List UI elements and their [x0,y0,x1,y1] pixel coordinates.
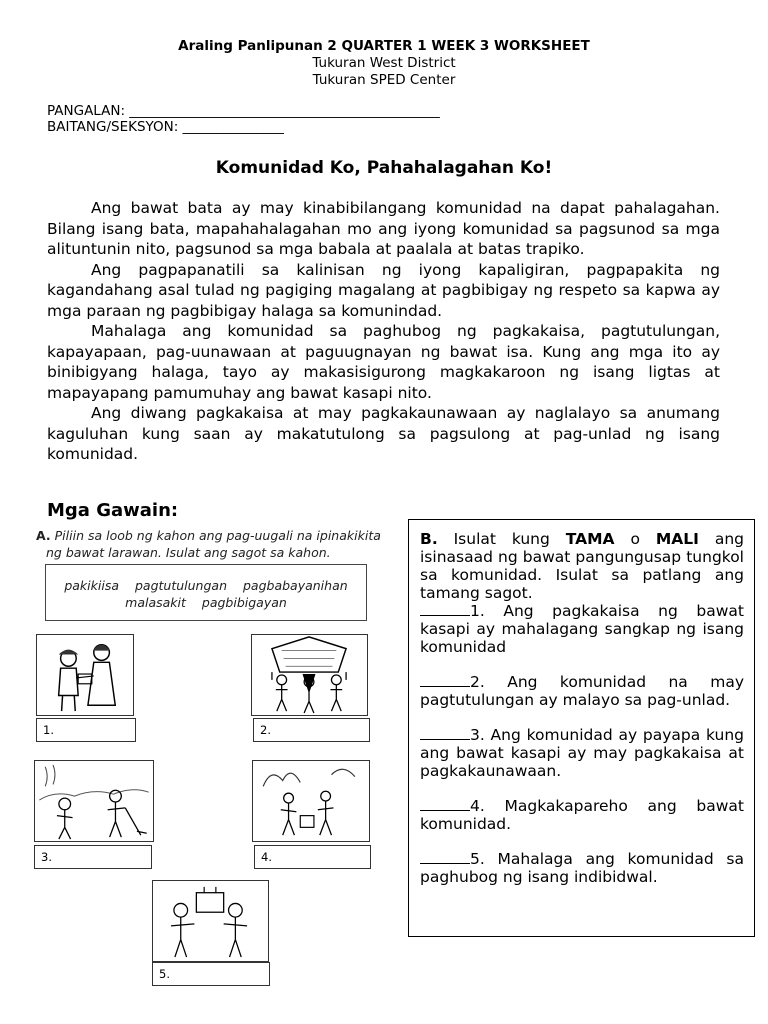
answer-blank[interactable] [420,726,470,740]
answer-box-5[interactable]: 5. [152,962,270,986]
tf-item-text: 1. Ang pagkakaisa ng bawat kasapi ay mahalagang sangkap ng isang komunidad [420,602,744,656]
word-bank-item: malasakit [125,595,186,610]
answer-blank[interactable] [420,850,470,864]
paragraph: Ang diwang pagkakaisa at may pagkakaunawaan ay naglalayo sa anumang kaguluhan kung saan ay makatutulong sa pagsulong at pag-unlad ng isang komunidad. [47,404,720,463]
answer-box-2[interactable]: 2. [253,718,370,742]
paragraph: Mahalaga ang komunidad sa paghubog ng pagkakaisa, pagtutulungan, kapayapaan, pag-uunawaan at paguugnayan ng bawat isa. Kung ang mga ito ay binibigyang halaga, tayo ay makasisigurong magkakaroon ng isang ligtas at mapayapang pamumuhay ang bawat kasapi nito. [47,322,720,402]
answer-blank[interactable] [420,673,470,687]
sharing-illustration [37,635,133,715]
illustration-5-giving [152,880,269,962]
tf-item [420,602,744,656]
answer-box-3[interactable]: 3. [34,845,152,869]
instruction-text: Isulat kung [453,530,550,548]
grade-section-field: BAITANG/SEKSYON: _______________ [47,119,284,135]
tama-label: TAMA [565,530,615,548]
tf-item [420,797,744,833]
answer-box-1[interactable]: 1. [36,718,136,742]
tf-item-text: 3. Ang komunidad ay payapa kung ang bawat kasapi ay may pagkakaisa at pagkakaunawaan. [420,726,744,780]
cleaning-illustration [35,761,153,841]
instruction-text: o [630,530,640,548]
tf-item [420,850,744,886]
cooperation-illustration [253,761,369,841]
tf-item-text: 5. Mahalaga ang komunidad sa paghubog ng isang indibidwal. [420,850,744,886]
paragraph: Ang pagpapanatili sa kalinisan ng iyong kapaligiran, pagpapakita ng kagandahang asal tulad ng pagiging magalang at pagbibigay ng respeto sa kapwa ay mga paraan ng pagbibigay halaga sa komunindad. [47,260,720,320]
word-bank-item: pagbabayanihan [242,578,348,593]
word-bank [45,564,367,621]
school-name: Tukuran SPED Center [312,72,456,88]
part-b-instructions [420,530,744,602]
instruction-line: Piliin sa loob ng kahon ang pag-uugali na ipinakikita [54,528,381,543]
answer-blank[interactable] [420,797,470,811]
bayanihan-illustration [252,635,367,715]
giving-illustration [153,881,268,961]
illustration-3-cleaning [34,760,154,842]
instruction-line: ng bawat larawan. Isulat ang sagot sa kahon. [46,545,331,560]
mali-label: MALI [655,530,699,548]
tf-item-text: 4. Magkakapareho ang bawat komunidad. [420,797,744,833]
answer-box-4[interactable]: 4. [254,845,371,869]
illustration-2-bayanihan [251,634,368,716]
illustration-1-sharing [36,634,134,716]
worksheet-title: Araling Panlipunan 2 QUARTER 1 WEEK 3 WORKSHEET [178,38,590,54]
name-field: PANGALAN: ______________________________________________ [47,103,440,119]
illustration-4-cooperation [252,760,370,842]
part-b-letter: B. [420,530,438,548]
student-fields [47,103,440,135]
tf-item-text: 2. Ang komunidad na may pagtutulungan ay malayo sa pag-unlad. [420,673,744,709]
worksheet-header [0,38,768,89]
paragraph: Ang bawat bata ay may kinabibilangang komunidad na dapat pahalagahan. Bilang isang bata, mapahahalagahan mo ang iyong komunidad sa pagsunod sa mga alituntunin nito, pagsunod sa mga babala at paalala at batas trapiko. [47,199,720,258]
word-bank-item: pakikiisa [64,578,119,593]
word-bank-item: pagbibigayan [201,595,287,610]
word-bank-item: pagtutulungan [134,578,227,593]
part-a-letter: A. [36,528,51,543]
part-a-instructions [36,527,396,561]
lesson-body [47,198,720,465]
tf-item [420,673,744,709]
part-b-box [408,519,755,937]
tf-item [420,726,744,780]
district-name: Tukuran West District [312,55,456,71]
instruction-text: ang isinasaad ng bawat pangungusap tungkol sa komunidad. Isulat sa patlang ang tamang sagot. [420,530,744,602]
activities-heading: Mga Gawain: [47,500,179,521]
lesson-title: Komunidad Ko, Pahahalagahan Ko! [215,158,553,178]
answer-blank[interactable] [420,602,470,616]
